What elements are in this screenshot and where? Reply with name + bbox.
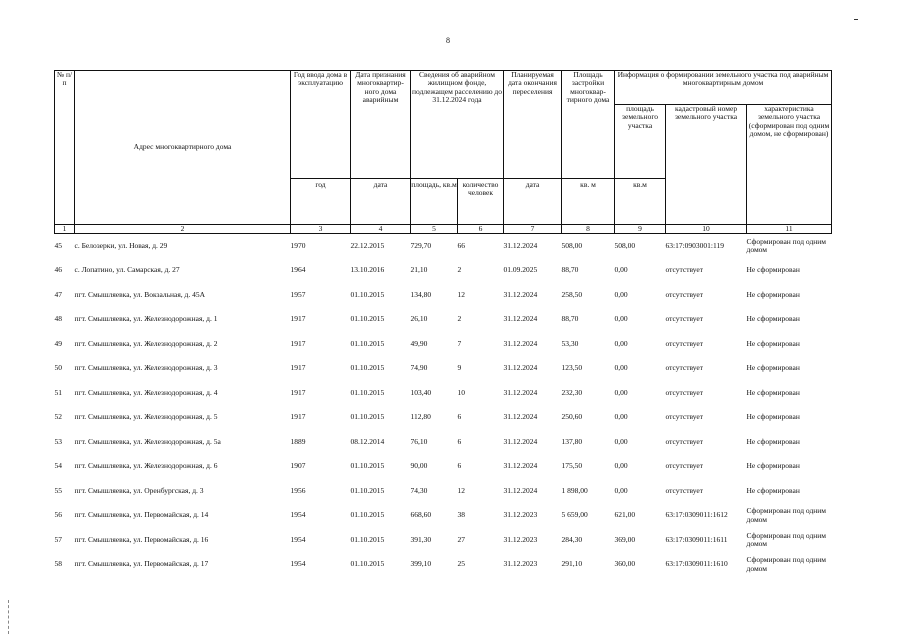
land-area-cell: 0,00 [614, 265, 628, 275]
year-cell: 1956 [290, 485, 306, 495]
address-cell: пгт. Смышляевка, ул. Железнодорожная, д. 4 [74, 387, 218, 397]
row-number: 54 [54, 461, 62, 471]
land-status-cell: Не сформирован [746, 265, 800, 275]
column-number: 3 [291, 225, 351, 234]
recognition-date-cell: 01.10.2015 [350, 363, 385, 373]
cadastre-cell: отсутствует [665, 436, 704, 446]
recognition-date-cell: 01.10.2015 [350, 314, 385, 324]
land-area-cell: 0,00 [614, 436, 628, 446]
column-number: 8 [562, 225, 615, 234]
recognition-date-cell: 01.10.2015 [350, 559, 385, 569]
year-cell: 1954 [290, 559, 306, 569]
row-number: 50 [54, 363, 62, 373]
cadastre-cell: отсутствует [665, 314, 704, 324]
area-cell: 74,30 [410, 485, 428, 495]
year-cell: 1954 [290, 510, 306, 520]
row-number: 47 [54, 289, 62, 299]
land-status-cell: Не сформирован [746, 314, 800, 324]
row-number: 48 [54, 314, 62, 324]
year-cell: 1964 [290, 265, 306, 275]
row-number: 58 [54, 559, 62, 569]
build-area-cell: 284,30 [561, 534, 583, 544]
year-cell: 1917 [290, 314, 306, 324]
land-status-cell: Сформирован под одним домом [746, 555, 827, 573]
land-area-cell: 0,00 [614, 363, 628, 373]
cadastre-cell: отсутствует [665, 412, 704, 422]
recognition-date-cell: 01.10.2015 [350, 338, 385, 348]
table-row [55, 528, 832, 553]
land-area-cell: 0,00 [614, 412, 628, 422]
people-cell: 12 [457, 289, 465, 299]
people-cell: 7 [457, 338, 462, 348]
people-cell: 6 [457, 436, 462, 446]
year-cell: 1907 [290, 461, 306, 471]
land-status-cell: Сформирован под одним домом [746, 506, 827, 524]
header-land-status: характеристика земельного участка (сформирован под одним домом, не сформирован) [747, 105, 832, 225]
address-cell: пгт. Смышляевка, ул. Железнодорожная, д. 1 [74, 314, 218, 324]
address-cell: пгт. Смышляевка, ул. Железнодорожная, д. 5а [74, 436, 221, 446]
build-area-cell: 53,30 [561, 338, 579, 348]
page-number: 8 [446, 36, 450, 45]
column-number: 9 [615, 225, 666, 234]
header-year: Год ввода дома в эксплуатацию [291, 71, 351, 179]
unit-build-area: кв. м [562, 179, 615, 225]
unit-date: дата [351, 179, 411, 225]
recognition-date-cell: 01.10.2015 [350, 289, 385, 299]
column-number: 7 [504, 225, 562, 234]
cadastre-cell: отсутствует [665, 363, 704, 373]
land-status-cell: Не сформирован [746, 387, 800, 397]
area-cell: 26,10 [410, 314, 428, 324]
recognition-date-cell: 01.10.2015 [350, 485, 385, 495]
land-status-cell: Сформирован под одним домом [746, 530, 827, 548]
year-cell: 1889 [290, 436, 306, 446]
table-row [55, 283, 832, 308]
area-cell: 49,90 [410, 338, 428, 348]
land-status-cell: Не сформирован [746, 289, 800, 299]
land-status-cell: Не сформирован [746, 338, 800, 348]
row-number: 51 [54, 387, 62, 397]
build-area-cell: 5 659,00 [561, 510, 588, 520]
planned-date-cell: 31.12.2024 [503, 289, 538, 299]
address-cell: пгт. Смышляевка, ул. Железнодорожная, д. 2 [74, 338, 218, 348]
people-cell: 6 [457, 461, 462, 471]
table-row [55, 405, 832, 430]
table-row [55, 234, 832, 259]
planned-date-cell: 31.12.2024 [503, 461, 538, 471]
area-cell: 399,10 [410, 559, 432, 569]
unit-year: год [291, 179, 351, 225]
build-area-cell: 508,00 [561, 241, 583, 251]
people-cell: 38 [457, 510, 465, 520]
land-status-cell: Не сформирован [746, 461, 800, 471]
land-area-cell: 621,00 [614, 510, 636, 520]
planned-date-cell: 31.12.2024 [503, 412, 538, 422]
planned-date-cell: 31.12.2024 [503, 314, 538, 324]
planned-date-cell: 31.12.2024 [503, 363, 538, 373]
planned-date-cell: 31.12.2024 [503, 436, 538, 446]
column-number: 6 [458, 225, 504, 234]
cadastre-cell: 63:17:0903001:119 [665, 241, 724, 251]
recognition-date-cell: 01.10.2015 [350, 412, 385, 422]
land-area-cell: 0,00 [614, 314, 628, 324]
table-row [55, 332, 832, 357]
planned-date-cell: 31.12.2023 [503, 559, 538, 569]
recognition-date-cell: 01.10.2015 [350, 534, 385, 544]
people-cell: 10 [457, 387, 465, 397]
table-row [55, 356, 832, 381]
build-area-cell: 232,30 [561, 387, 583, 397]
address-cell: пгт. Смышляевка, ул. Первомайская, д. 14 [74, 510, 209, 520]
header-land-info: Информация о формировании земельного участка под аварийным многоквартирным домом [615, 71, 832, 105]
header-num: № п/п [55, 71, 75, 225]
year-cell: 1917 [290, 387, 306, 397]
address-cell: пгт. Смышляевка, ул. Железнодорожная, д. 5 [74, 412, 218, 422]
table-row [55, 381, 832, 406]
planned-date-cell: 31.12.2023 [503, 534, 538, 544]
land-area-cell: 360,00 [614, 559, 636, 569]
build-area-cell: 137,80 [561, 436, 583, 446]
recognition-date-cell: 01.10.2015 [350, 461, 385, 471]
cadastre-cell: отсутствует [665, 387, 704, 397]
land-area-cell: 0,00 [614, 461, 628, 471]
planned-date-cell: 01.09.2025 [503, 265, 538, 275]
year-cell: 1970 [290, 241, 306, 251]
row-number: 46 [54, 265, 62, 275]
land-area-cell: 0,00 [614, 289, 628, 299]
people-cell: 12 [457, 485, 465, 495]
planned-date-cell: 31.12.2024 [503, 241, 538, 251]
cadastre-cell: отсутствует [665, 338, 704, 348]
area-cell: 90,00 [410, 461, 428, 471]
land-area-cell: 0,00 [614, 387, 628, 397]
address-cell: пгт. Смышляевка, ул. Первомайская, д. 16 [74, 534, 209, 544]
recognition-date-cell: 01.10.2015 [350, 510, 385, 520]
area-cell: 668,60 [410, 510, 432, 520]
build-area-cell: 258,50 [561, 289, 583, 299]
row-number: 56 [54, 510, 62, 520]
row-number: 55 [54, 485, 62, 495]
column-number: 2 [75, 225, 291, 234]
area-cell: 74,90 [410, 363, 428, 373]
year-cell: 1917 [290, 412, 306, 422]
unit-land-area: кв.м [615, 179, 666, 225]
row-number: 53 [54, 436, 62, 446]
table-row [55, 307, 832, 332]
column-numbers-row [55, 225, 832, 234]
emergency-housing-table [54, 70, 832, 577]
header-recognition-date: Дата признания многоквартир-ного дома аварийным [351, 71, 411, 179]
cadastre-cell: отсутствует [665, 265, 704, 275]
planned-date-cell: 31.12.2024 [503, 485, 538, 495]
land-status-cell: Не сформирован [746, 436, 800, 446]
recognition-date-cell: 13.10.2016 [350, 265, 385, 275]
unit-people: количество человек [458, 179, 504, 225]
column-number: 11 [747, 225, 832, 234]
people-cell: 25 [457, 559, 465, 569]
address-cell: пгт. Смышляевка, ул. Оренбургская, д. 3 [74, 485, 204, 495]
address-cell: пгт. Смышляевка, ул. Вокзальная, д. 45А [74, 289, 206, 299]
people-cell: 6 [457, 412, 462, 422]
planned-date-cell: 31.12.2024 [503, 387, 538, 397]
address-cell: пгт. Смышляевка, ул. Железнодорожная, д. 6 [74, 461, 218, 471]
build-area-cell: 175,50 [561, 461, 583, 471]
planned-date-cell: 31.12.2023 [503, 510, 538, 520]
area-cell: 112,80 [410, 412, 431, 422]
build-area-cell: 1 898,00 [561, 485, 588, 495]
table-body [55, 234, 832, 577]
unit-area: площадь, кв.м [411, 179, 458, 225]
area-cell: 134,80 [410, 289, 432, 299]
build-area-cell: 250,60 [561, 412, 583, 422]
cadastre-cell: отсутствует [665, 485, 704, 495]
address-cell: пгт. Смышляевка, ул. Железнодорожная, д. 3 [74, 363, 218, 373]
people-cell: 2 [457, 314, 462, 324]
people-cell: 9 [457, 363, 462, 373]
area-cell: 391,30 [410, 534, 432, 544]
table-header [55, 71, 832, 234]
scan-edge-mark [854, 19, 858, 20]
land-area-cell: 0,00 [614, 485, 628, 495]
land-area-cell: 0,00 [614, 338, 628, 348]
address-cell: пгт. Смышляевка, ул. Первомайская, д. 17 [74, 559, 209, 569]
row-number: 57 [54, 534, 62, 544]
area-cell: 76,10 [410, 436, 428, 446]
header-land-area: площадь земельного участка [615, 105, 666, 179]
area-cell: 103,40 [410, 387, 432, 397]
header-planned-date: Планируемая дата окончания переселения [504, 71, 562, 179]
people-cell: 2 [457, 265, 462, 275]
column-number: 1 [55, 225, 75, 234]
land-area-cell: 369,00 [614, 534, 636, 544]
row-number: 45 [54, 241, 62, 251]
cadastre-cell: 63:17:0309011:1611 [665, 534, 728, 544]
cadastre-cell: 63:17:0309011:1610 [665, 559, 728, 569]
table-row [55, 479, 832, 504]
year-cell: 1917 [290, 363, 306, 373]
land-status-cell: Не сформирован [746, 485, 800, 495]
land-status-cell: Не сформирован [746, 363, 800, 373]
build-area-cell: 123,50 [561, 363, 583, 373]
table-row [55, 552, 832, 577]
planned-date-cell: 31.12.2024 [503, 338, 538, 348]
row-number: 49 [54, 338, 62, 348]
people-cell: 66 [457, 241, 465, 251]
area-cell: 21,10 [410, 265, 428, 275]
area-cell: 729,70 [410, 241, 432, 251]
land-status-cell: Не сформирован [746, 412, 800, 422]
address-cell: с. Лопатино, ул. Самарская, д. 27 [74, 265, 180, 275]
build-area-cell: 88,70 [561, 265, 579, 275]
people-cell: 27 [457, 534, 465, 544]
land-area-cell: 508,00 [614, 241, 636, 251]
header-cadastre: кадастровый номер земельного участка [666, 105, 747, 225]
year-cell: 1957 [290, 289, 306, 299]
table-row [55, 454, 832, 479]
year-cell: 1917 [290, 338, 306, 348]
build-area-cell: 88,70 [561, 314, 579, 324]
cadastre-cell: отсутствует [665, 461, 704, 471]
column-number: 5 [411, 225, 458, 234]
cadastre-cell: отсутствует [665, 289, 704, 299]
year-cell: 1954 [290, 534, 306, 544]
recognition-date-cell: 08.12.2014 [350, 436, 385, 446]
build-area-cell: 291,10 [561, 559, 583, 569]
unit-plan-date: дата [504, 179, 562, 225]
land-status-cell: Сформирован под одним домом [746, 237, 827, 255]
recognition-date-cell: 22.12.2015 [350, 241, 385, 251]
header-address: Адрес многоквартирного дома [75, 71, 291, 225]
column-number: 10 [666, 225, 747, 234]
scan-margin-mark [8, 600, 10, 634]
address-cell: с. Белозерки, ул. Новая, д. 29 [74, 241, 168, 251]
table-row [55, 258, 832, 283]
row-number: 52 [54, 412, 62, 422]
cadastre-cell: 63:17:0309011:1612 [665, 510, 728, 520]
table-row [55, 430, 832, 455]
column-number: 4 [351, 225, 411, 234]
table-row [55, 503, 832, 528]
header-build-area: Площадь застройки многоквар-тирного дома [562, 71, 615, 179]
header-emergency-fund: Сведения об аварийном жилищном фонде, подлежащем расселению до 31.12.2024 года [411, 71, 504, 179]
recognition-date-cell: 01.10.2015 [350, 387, 385, 397]
